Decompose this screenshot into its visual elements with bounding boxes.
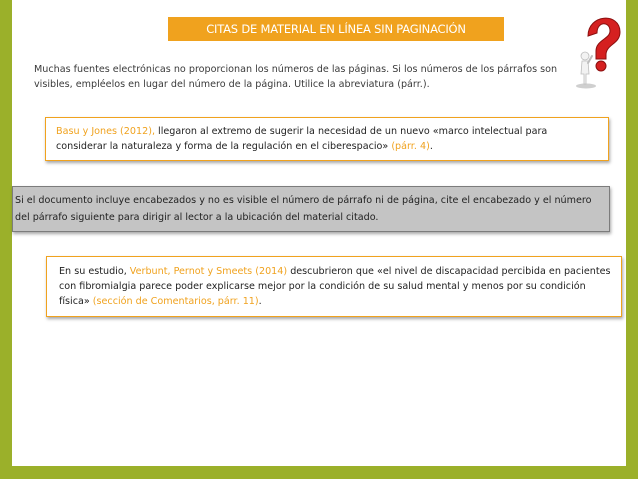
example-box-1 — [45, 117, 609, 161]
example-2-locator: (sección de Comentarios, párr. 11) — [92, 296, 259, 307]
note-box: Si el documento incluye encabezados y no es visible el número de párrafo ni de página, cite el encabezado y el número del párrafo siguiente para dirigir al lector a la ubicación del material citado. — [12, 186, 610, 232]
slide — [12, 0, 626, 466]
example-2-author-citation: Verbunt, Pernot y Smeets (2014) — [129, 266, 288, 277]
example-2-lead: En su estudio, — [59, 266, 130, 277]
example-1-text: llegaron al extremo de sugerir la necesidad de un nuevo «marco intelectual para considerar la naturaleza y forma de la regulación en el ciberespacio» — [56, 126, 548, 152]
example-1-locator: (párr. 4) — [391, 141, 430, 152]
example-2-text: descubrieron que «el nivel de discapacidad percibida en pacientes con fibromialgia parece poder explicarse mejor por la condición de su salud mental y menos por su condición física» — [59, 266, 611, 307]
slide-title: CITAS DE MATERIAL EN LÍNEA SIN PAGINACIÓN — [168, 17, 504, 41]
example-1-end: . — [429, 141, 433, 152]
example-2-end: . — [258, 296, 262, 307]
intro-paragraph: Muchas fuentes electrónicas no proporcionan los números de las páginas. Si los números de los párrafos son visibles, empléelos en lugar del número de la página. Utilice la abreviatura (párr.). — [34, 64, 558, 90]
example-box-2 — [46, 256, 622, 317]
example-1-author-citation: Basu y Jones (2012), — [56, 126, 155, 137]
question-mark-figure-icon — [575, 6, 625, 90]
